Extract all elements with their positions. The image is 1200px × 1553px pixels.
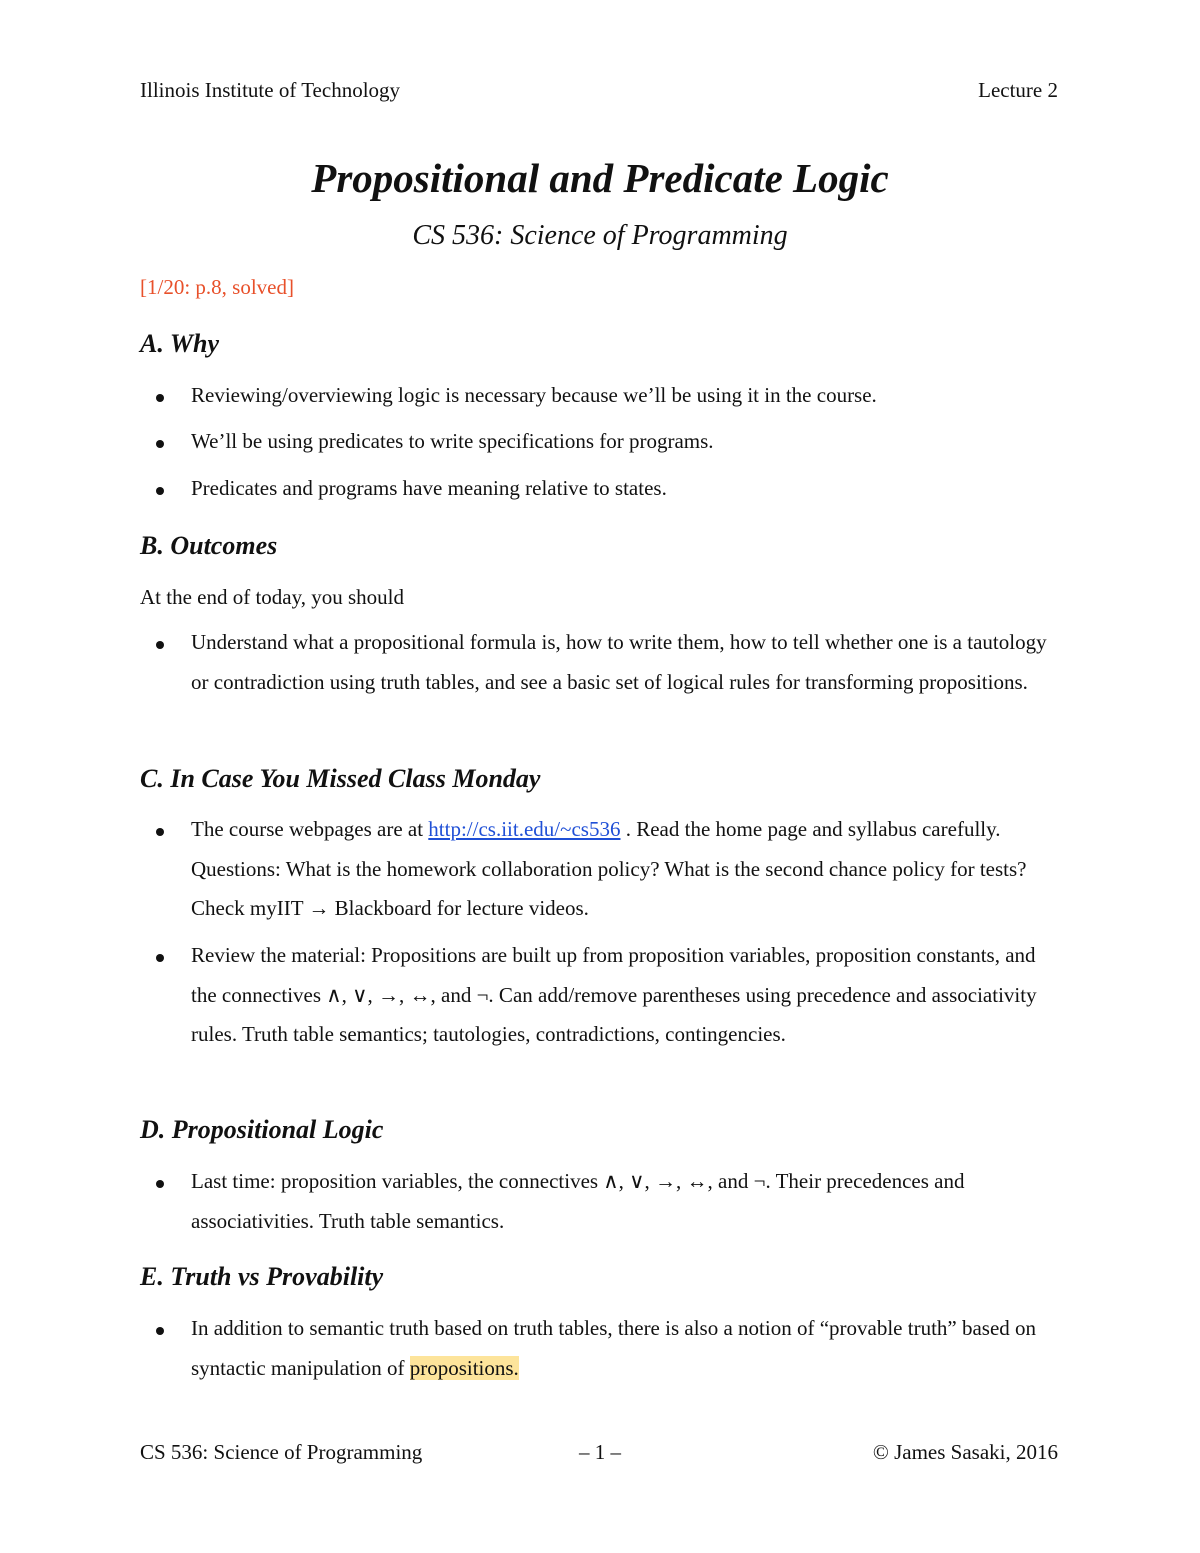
section-heading-outcomes: B. Outcomes bbox=[140, 531, 278, 560]
bullet-icon bbox=[156, 1327, 164, 1335]
page-subtitle: CS 536: Science of Programming bbox=[412, 220, 788, 251]
list-item bbox=[140, 623, 1070, 702]
list-item bbox=[140, 1162, 1070, 1241]
header-institution: Illinois Institute of Technology bbox=[140, 78, 401, 102]
list-item bbox=[140, 376, 1070, 416]
footer-copyright: © James Sasaki, 2016 bbox=[872, 1440, 1058, 1464]
bullet-icon bbox=[156, 641, 164, 649]
list-item bbox=[140, 810, 1070, 929]
bullet-icon bbox=[156, 954, 164, 962]
section-heading-propositional-logic: D. Propositional Logic bbox=[140, 1115, 384, 1144]
list-item-text bbox=[191, 810, 1061, 929]
outcomes-intro: At the end of today, you should bbox=[140, 585, 405, 609]
bullet-icon bbox=[156, 1180, 164, 1188]
footer-page-number: – 1 – bbox=[579, 1440, 621, 1464]
page-title: Propositional and Predicate Logic bbox=[311, 155, 889, 201]
list-item bbox=[140, 422, 1070, 462]
list-item-text: Reviewing/overviewing logic is necessary because we’ll be using it in the course. bbox=[191, 383, 877, 407]
section-heading-why: A. Why bbox=[140, 329, 219, 358]
provability-text: In addition to semantic truth based on truth tables, there is also a notion of “provable truth” based on syntactic manipulation of bbox=[191, 1316, 1037, 1380]
course-webpage-link[interactable]: http://cs.iit.edu/~cs536 bbox=[428, 817, 621, 841]
course-webpage-text-rest: . Read the home page and syllabus carefully. Questions: What is the homework collaboration policy? What is the second chance policy for tests? Check myIIT → Blackboard for lecture videos. bbox=[191, 817, 1027, 920]
bullet-icon bbox=[156, 394, 164, 402]
section-heading-missed-class: C. In Case You Missed Class Monday bbox=[140, 764, 541, 793]
highlighted-text: propositions. bbox=[409, 1355, 519, 1380]
footer-course: CS 536: Science of Programming bbox=[140, 1440, 423, 1464]
list-item-text: Predicates and programs have meaning relative to states. bbox=[191, 476, 667, 500]
list-item-text: Review the material: Propositions are built up from proposition variables, proposition constants, and the connectives ∧, ∨, →, ↔, and ¬. Can add/remove parentheses using precedence and associativity rules. Truth table semantics; tautologies, contradictions, contingencies. bbox=[191, 943, 1037, 1046]
list-item-text: We’ll be using predicates to write specifications for programs. bbox=[191, 429, 714, 453]
list-item-text bbox=[191, 1309, 1066, 1388]
list-item bbox=[140, 1309, 1070, 1388]
bullet-icon bbox=[156, 487, 164, 495]
list-item-text: Last time: proposition variables, the connectives ∧, ∨, →, ↔, and ¬. Their precedences and associativities. Truth table semantics. bbox=[191, 1169, 965, 1233]
list-item-text: Understand what a propositional formula is, how to write them, how to tell whether one is a tautology or contradiction using truth tables, and see a basic set of logical rules for transforming propositions. bbox=[191, 630, 1047, 694]
header-lecture: Lecture 2 bbox=[978, 78, 1058, 102]
course-webpage-text: The course webpages are at bbox=[191, 817, 429, 841]
list-item bbox=[140, 469, 1070, 509]
update-note: [1/20: p.8, solved] bbox=[140, 275, 294, 299]
bullet-icon bbox=[156, 440, 164, 448]
section-heading-truth-vs-provability: E. Truth vs Provability bbox=[140, 1262, 384, 1291]
list-item bbox=[140, 936, 1070, 1055]
bullet-icon bbox=[156, 828, 164, 836]
